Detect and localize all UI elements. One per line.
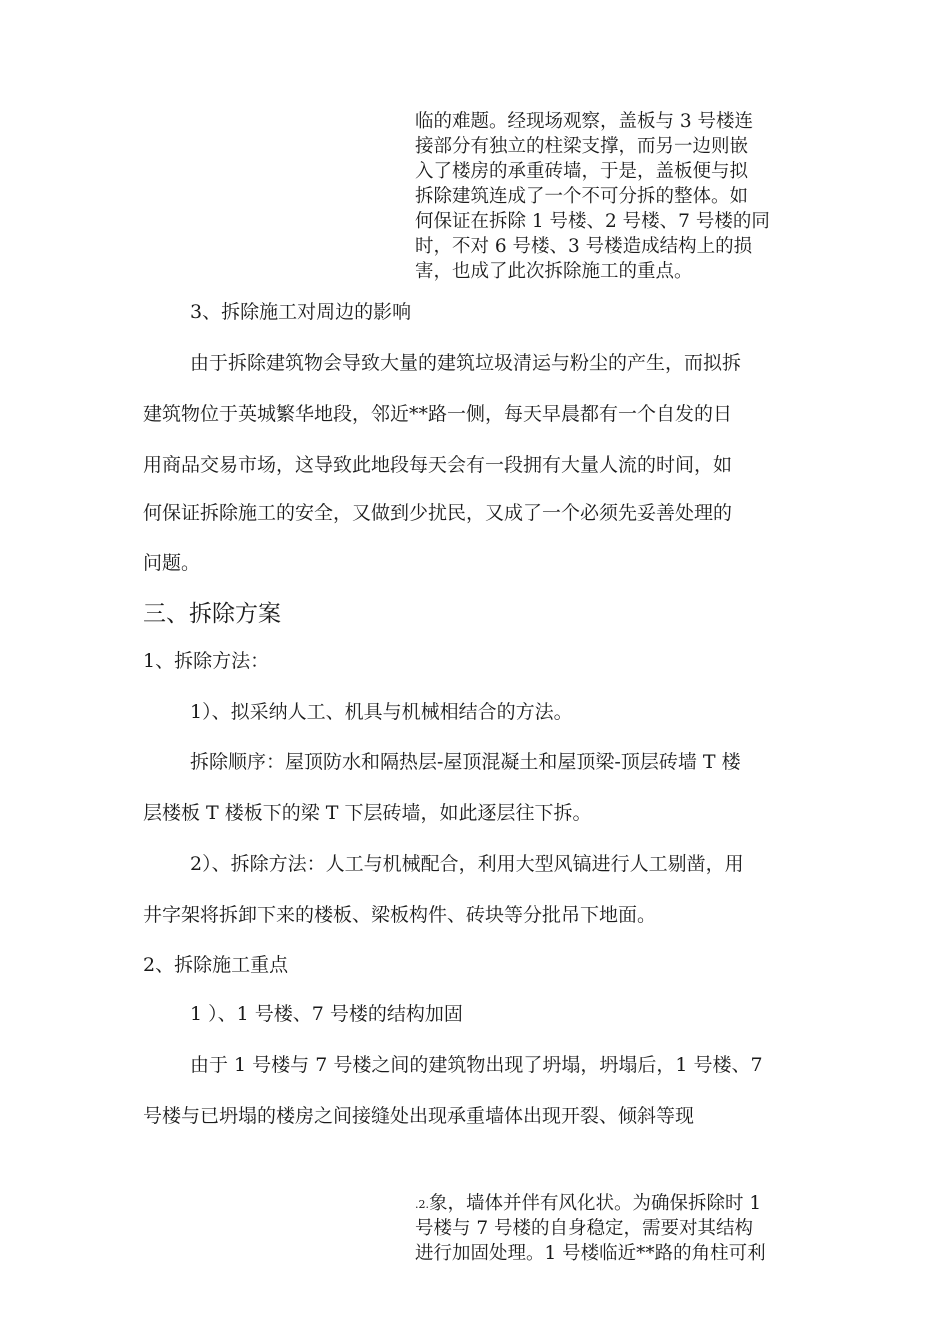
section-heading: 三、拆除方案 bbox=[143, 601, 281, 627]
top-block-line-3: 入了楼房的承重砖墙，于是，盖板便与拟 bbox=[415, 161, 749, 182]
bottom-block-text: 象，墙体并伴有风化状。为确保拆除时 1 bbox=[429, 1193, 762, 1214]
top-block-line-7: 害，也成了此次拆除施工的重点。 bbox=[415, 261, 693, 282]
subheading-method: 1、拆除方法： bbox=[143, 650, 270, 672]
subheading-key-points: 2、拆除施工重点 bbox=[143, 954, 289, 976]
method-2-line: 2）、拆除方法：人工与机械配合，利用大型风镐进行人工剔凿，用 bbox=[190, 853, 744, 875]
reinforce-heading: 1 ）、1 号楼、7 号楼的结构加固 bbox=[190, 1003, 463, 1025]
bottom-block-line-2: 号楼与 7 号楼的自身稳定，需要对其结构 bbox=[415, 1218, 754, 1239]
top-block-line-1: 临的难题。经现场观察，盖板与 3 号楼连 bbox=[415, 111, 754, 132]
bottom-block-line-3: 进行加固处理。1 号楼临近**路的角柱可利 bbox=[415, 1243, 766, 1264]
order-line: 层楼板 T 楼板下的梁 T 下层砖墙，如此逐层往下拆。 bbox=[143, 802, 592, 824]
page-marker: .2. bbox=[415, 1198, 429, 1211]
paragraph-line: 由于 1 号楼与 7 号楼之间的建筑物出现了坍塌，坍塌后，1 号楼、7 bbox=[190, 1054, 763, 1076]
paragraph-line: 建筑物位于英城繁华地段，邻近**路一侧，每天早晨都有一个自发的日 bbox=[143, 403, 733, 425]
paragraph-line: 用商品交易市场，这导致此地段每天会有一段拥有大量人流的时间，如 bbox=[143, 454, 733, 476]
paragraph-line: 号楼与已坍塌的楼房之间接缝处出现承重墙体出现开裂、倾斜等现 bbox=[143, 1105, 695, 1127]
top-block-line-6: 时，不对 6 号楼、3 号楼造成结构上的损 bbox=[415, 236, 753, 257]
top-block-line-5: 何保证在拆除 1 号楼、2 号楼、7 号楼的同 bbox=[415, 211, 770, 232]
order-line: 拆除顺序：屋顶防水和隔热层-屋顶混凝土和屋顶梁-顶层砖墙 T 楼 bbox=[190, 751, 741, 773]
paragraph-line: 何保证拆除施工的安全，又做到少扰民，又成了一个必须先妥善处理的 bbox=[143, 502, 733, 524]
subheading-impact: 3、拆除施工对周边的影响 bbox=[190, 301, 412, 323]
method-2-line: 井字架将拆卸下来的楼板、梁板构件、砖块等分批吊下地面。 bbox=[143, 904, 657, 926]
method-1: 1）、拟采纳人工、机具与机械相结合的方法。 bbox=[190, 701, 573, 723]
paragraph-line: 问题。 bbox=[143, 552, 201, 574]
top-block-line-4: 拆除建筑连成了一个不可分拆的整体。如 bbox=[415, 186, 749, 207]
paragraph-line: 由于拆除建筑物会导致大量的建筑垃圾清运与粉尘的产生，而拟拆 bbox=[190, 352, 742, 374]
bottom-block-line-1 bbox=[415, 1192, 761, 1217]
top-block-line-2: 接部分有独立的柱梁支撑，而另一边则嵌 bbox=[415, 136, 749, 157]
